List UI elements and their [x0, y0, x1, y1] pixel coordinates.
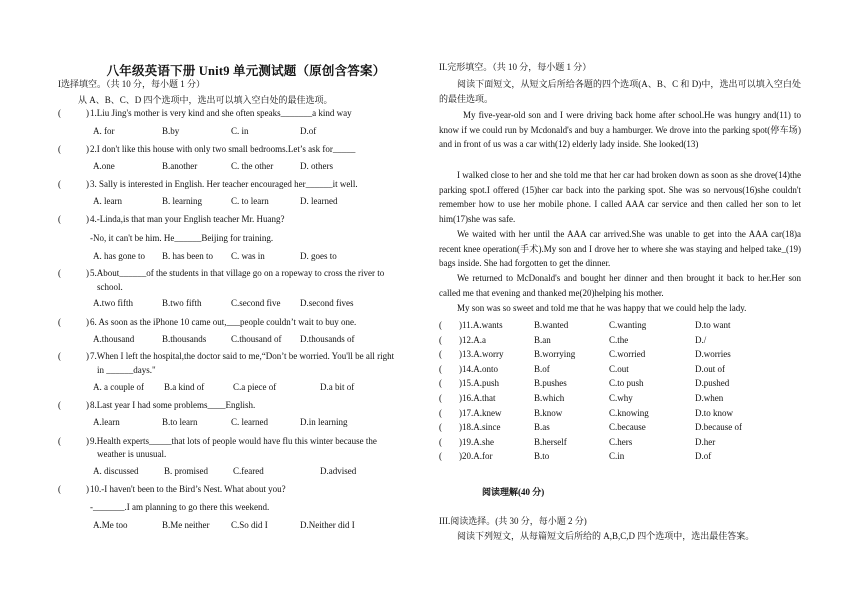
option-b: B.pushes [534, 378, 567, 389]
option-a: 18.A.since [462, 422, 501, 433]
option-c: C.thousand of [231, 334, 282, 344]
answer-paren-close: ) [459, 407, 462, 418]
option-a: A.thousand [93, 334, 135, 344]
option-d: D.thousands of [300, 334, 355, 344]
answer-paren-close: ) [86, 144, 89, 154]
option-a: A.one [93, 161, 115, 171]
answer-paren-open: ( [439, 363, 442, 374]
option-d: D.to know [695, 407, 733, 418]
answer-paren-close: ) [459, 320, 462, 330]
question-text: 6. As soon as the iPhone 10 came out,___people couldn’t wait to buy one. [90, 317, 357, 327]
option-c: C.So did I [231, 520, 268, 530]
reading-title: 阅读理解(40 分) [482, 487, 545, 497]
answer-paren-close: ) [86, 268, 89, 278]
option-d: D.of [300, 126, 317, 136]
option-b: B.an [534, 334, 551, 345]
question-text-continued: -No, it can't be him. He______Beijing for training. [90, 233, 274, 243]
option-d: D.pushed [695, 378, 730, 389]
option-c: C. in [231, 126, 249, 136]
option-d: D.a bit of [320, 382, 355, 392]
question-text-continued: weather is unusual. [97, 449, 167, 459]
option-d: D.Neither did I [300, 520, 355, 530]
option-c: C.worried [609, 349, 646, 360]
option-d: D./ [695, 334, 707, 345]
option-a: 15.A.push [462, 378, 500, 389]
question-text: 2.I don't like this house with only two small bedrooms.Let’s ask for_____ [90, 144, 356, 154]
answer-paren-close: ) [86, 179, 89, 189]
answer-paren-open: ( [58, 144, 61, 154]
option-c: C.because [609, 422, 646, 433]
option-d: D.second fives [300, 298, 354, 308]
passage-paragraph: My son was so sweet and told me that he was happy that we could help the lady. [457, 303, 747, 313]
passage-paragraph: I walked close to her and she told me that her car had broken down as soon as she drove(14)the parking spot.I offered (15)her car back into the parking spot. She was so nervous(16)she couldn't remember how to use her mobile phone. I called AAA car service and then called her son to let him(17)she was safe. [439, 170, 801, 224]
option-c: C.the [609, 334, 629, 345]
question-text: 3. Sally is interested in English. Her teacher encouraged her______it well. [90, 179, 358, 189]
answer-paren-open: ( [439, 378, 442, 389]
option-c: C.out [609, 363, 629, 374]
answer-paren-open: ( [58, 484, 61, 494]
option-a: A. for [93, 126, 115, 136]
question-text: 9.Health experts_____that lots of people would have flu this winter because the [90, 436, 377, 446]
answer-paren-close: ) [86, 214, 89, 224]
option-b: B.to [534, 451, 550, 462]
option-b: B.to learn [162, 417, 198, 427]
answer-paren-close: ) [86, 351, 89, 361]
answer-paren-close: ) [459, 436, 462, 447]
question-text: 4.-Linda,is that man your English teacher Mr. Huang? [90, 214, 285, 224]
option-c: C.to push [609, 378, 644, 389]
question-text-continued: school. [97, 282, 123, 292]
option-d: D.when [695, 393, 724, 403]
answer-paren-open: ( [439, 393, 442, 403]
reading-heading: III.阅读选择。(共 30 分，每小题 2 分) [439, 516, 587, 526]
option-c: C.why [609, 393, 633, 403]
option-a: 16.A.that [462, 393, 496, 403]
option-a: 12.A.a [462, 334, 486, 345]
option-d: D. goes to [300, 251, 337, 261]
option-a: A. a couple of [93, 382, 144, 392]
answer-paren-close: ) [459, 393, 462, 403]
passage-paragraph: We returned to McDonald's and bought her dinner and then brought it back to her.Her son called me that evening and thanked me(20)helping his mother. [439, 273, 801, 298]
option-b: B.two fifth [162, 298, 202, 308]
option-b: B. has been to [162, 251, 213, 261]
option-a: 19.A.she [462, 436, 494, 447]
option-c: C.knowing [609, 407, 649, 418]
question-text-continued: -_______.I am planning to go there this weekend. [90, 502, 270, 512]
option-d: D.her [695, 436, 716, 447]
option-a: A.Me too [93, 520, 128, 530]
option-b: B. promised [164, 466, 208, 476]
answer-paren-close: ) [459, 451, 462, 462]
answer-paren-open: ( [439, 407, 442, 418]
answer-paren-open: ( [58, 400, 61, 410]
option-c: C.in [609, 451, 625, 462]
option-a: 13.A.worry [462, 349, 504, 360]
option-d: D.of [695, 451, 712, 462]
option-a: 20.A.for [462, 451, 493, 462]
question-text: 1.Liu Jing's mother is very kind and she often speaks_______a kind way [90, 108, 352, 118]
answer-paren-open: ( [439, 349, 442, 360]
answer-paren-close: ) [459, 422, 462, 433]
option-b: B.which [534, 393, 565, 403]
answer-paren-close: ) [459, 349, 462, 360]
question-text: 7.When I left the hospital,the doctor said to me,“Don’t be worried. You'll be all right [90, 351, 395, 361]
option-b: B.of [534, 363, 550, 374]
option-c: C. to learn [231, 196, 269, 206]
reading-instruction: 阅读下列短文，从每篇短文后所给的 A,B,C,D 四个选项中，选出最佳答案。 [457, 531, 755, 541]
option-d: D.worries [695, 349, 731, 360]
option-a: 14.A.onto [462, 363, 498, 374]
option-b: B.wanted [534, 320, 569, 330]
question-text: 5.About______of the students in that village go on a ropeway to cross the river to [90, 268, 385, 278]
option-b: B.herself [534, 436, 567, 447]
option-d: D.to want [695, 320, 731, 330]
option-d: D. others [300, 161, 333, 171]
passage-paragraph: We waited with her until the AAA car arrived.She was unable to get into the AAA car(18)a recent knee operation(手术).My son and I drove her to where she was staying and helped take_(19) bags inside. She had forgotten to get the dinner. [439, 229, 801, 269]
question-text-continued: in ______days." [97, 365, 156, 375]
option-c: C.feared [233, 466, 264, 476]
option-c: C.wanting [609, 320, 647, 330]
answer-paren-open: ( [439, 436, 442, 447]
option-a: A.learn [93, 417, 120, 427]
option-b: B.thousands [162, 334, 207, 344]
option-c: C. was in [231, 251, 265, 261]
option-b: B.worrying [534, 349, 576, 360]
option-c: C.hers [609, 436, 633, 447]
answer-paren-open: ( [58, 268, 61, 278]
option-d: D.because of [695, 422, 742, 433]
option-d: D.advised [320, 466, 357, 476]
answer-paren-close: ) [86, 436, 89, 446]
answer-paren-open: ( [58, 214, 61, 224]
answer-paren-open: ( [439, 320, 442, 330]
section1-heading: I选择填空。（共 10 分，每小题 1 分） [58, 79, 205, 89]
answer-paren-close: ) [459, 378, 462, 389]
answer-paren-open: ( [439, 334, 442, 345]
answer-paren-open: ( [58, 436, 61, 446]
passage-paragraph: My five-year-old son and I were driving back home after school.He was hungry and(11) to know if we could run by Mcdonald's and buy a hamburger. We drove into the parking spot(停车场) and in front of us was a car with(12) elderly lady inside. She looked(13) [439, 110, 801, 150]
option-d: D. learned [300, 196, 338, 206]
answer-paren-close: ) [86, 317, 89, 327]
option-b: B.know [534, 407, 563, 418]
answer-paren-close: ) [459, 334, 462, 345]
answer-paren-close: ) [459, 363, 462, 374]
option-a: A.two fifth [93, 298, 133, 308]
option-c: C. the other [231, 161, 274, 171]
section2-heading: II.完形填空。（共 10 分，每小题 1 分） [439, 62, 592, 72]
option-a: A. has gone to [93, 251, 145, 261]
section1-instruction: 从 A、B、C、D 四个选项中，选出可以填入空白处的最佳选项。 [78, 95, 333, 105]
option-a: 17.A.knew [462, 407, 502, 418]
answer-paren-open: ( [439, 422, 442, 433]
option-b: B.by [162, 126, 180, 136]
option-d: D.out of [695, 363, 725, 374]
option-a: A. learn [93, 196, 122, 206]
option-d: D.in learning [300, 417, 348, 427]
option-c: C.a piece of [233, 382, 277, 392]
answer-paren-close: ) [86, 400, 89, 410]
option-b: B. learning [162, 196, 202, 206]
question-text: 10.-I haven't been to the Bird’s Nest. What about you? [90, 484, 286, 494]
answer-paren-open: ( [439, 451, 442, 462]
answer-paren-close: ) [86, 484, 89, 494]
option-b: B.Me neither [162, 520, 210, 530]
answer-paren-open: ( [58, 179, 61, 189]
option-c: C.second five [231, 298, 281, 308]
option-b: B.as [534, 422, 550, 433]
option-a: 11.A.wants [462, 320, 503, 330]
page-title: 八年级英语下册 Unit9 单元测试题（原创含答案） [106, 64, 386, 78]
answer-paren-open: ( [58, 351, 61, 361]
answer-paren-open: ( [58, 317, 61, 327]
option-c: C. learned [231, 417, 268, 427]
answer-paren-close: ) [86, 108, 89, 118]
option-b: B.a kind of [164, 382, 205, 392]
option-a: A. discussed [93, 466, 139, 476]
option-b: B.another [162, 161, 198, 171]
answer-paren-open: ( [58, 108, 61, 118]
question-text: 8.Last year I had some problems____English. [90, 400, 256, 410]
section2-instruction: 阅读下面短文，从短文后所给各题的四个选项(A、B、C 和 D)中，选出可以填入空白处的最佳选项。 [439, 79, 801, 104]
